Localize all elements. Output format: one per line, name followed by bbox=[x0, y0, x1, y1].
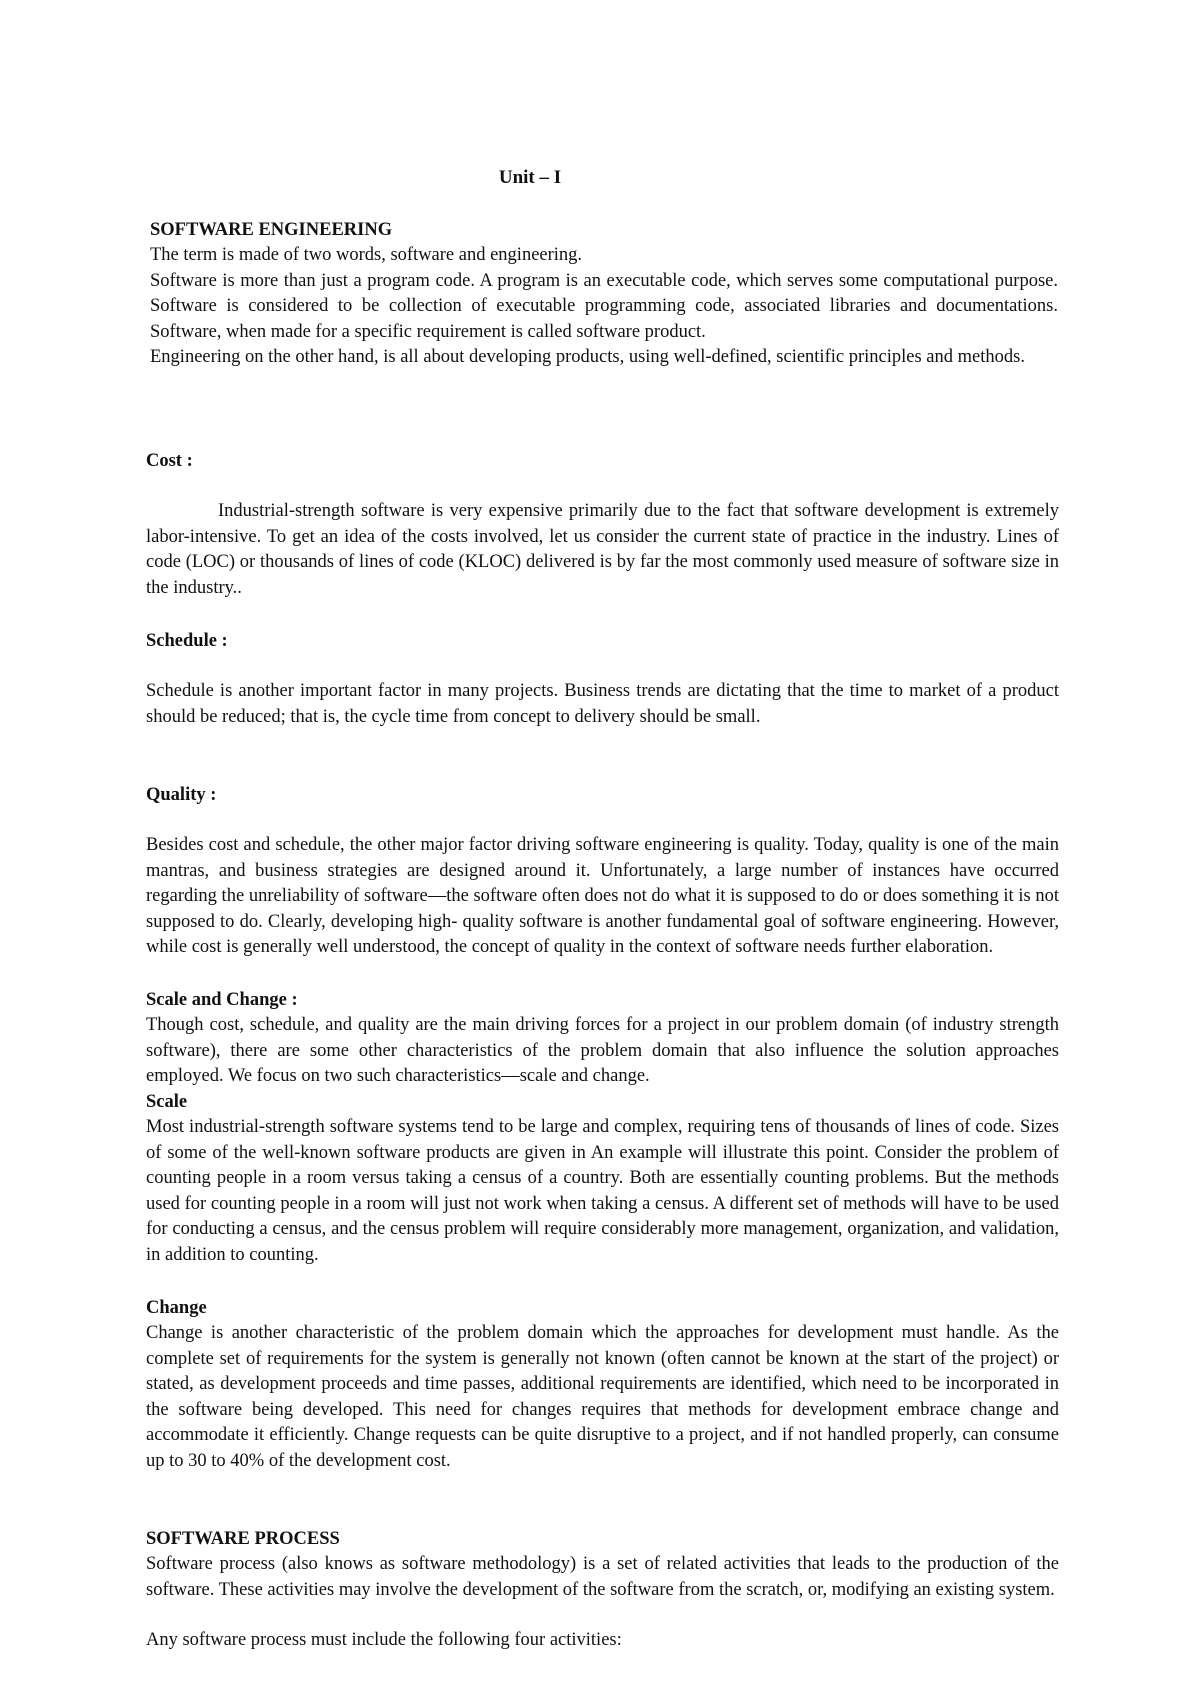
cost-heading: Cost : bbox=[146, 451, 193, 471]
software-engineering-section bbox=[150, 243, 1058, 371]
scale-and-change-section bbox=[146, 1013, 1059, 1090]
software-process-heading: SOFTWARE PROCESS bbox=[146, 1529, 340, 1549]
scale-and-change-heading: Scale and Change : bbox=[146, 990, 298, 1010]
paragraph: The term is made of two words, software and engineering. bbox=[150, 245, 583, 265]
paragraph: Any software process must include the following four activities: bbox=[146, 1630, 622, 1651]
paragraph: Most industrial-strength software systems tend to be large and complex, requiring tens of thousands of lines of code. Sizes of some of the well-known software products are given in An example will illustrate this point. Consider the problem of counting people in a room versus taking a census of a country. Both are essentially counting problems. But the methods used for counting people in a room will just not work when taking a census. A different set of methods will have to be used for conducting a census, and the census problem will require considerably more management, organization, and validation, in addition to counting. bbox=[146, 1117, 1059, 1265]
paragraph: Software is more than just a program code. A program is an executable code, which serves some computational purpose. Software is considered to be collection of executable programming code, associated libraries and documentations. Software, when made for a specific requirement is called software product. bbox=[150, 270, 1058, 342]
scale-section bbox=[146, 1115, 1059, 1269]
change-section bbox=[146, 1321, 1059, 1475]
paragraph: Industrial-strength software is very expensive primarily due to the fact that software development is extremely labor-intensive. To get an idea of the costs involved, let us consider the current state of practice in the industry. Lines of code (LOC) or thousands of lines of code (KLOC) delivered is by far the most commonly used measure of software size in the industry.. bbox=[146, 501, 1059, 598]
cost-section bbox=[146, 499, 1059, 601]
scale-heading: Scale bbox=[146, 1092, 188, 1112]
software-process-section bbox=[146, 1552, 1059, 1654]
schedule-section bbox=[146, 679, 1059, 730]
paragraph: Software process (also knows as software methodology) is a set of related activities that leads to the production of the software. These activities may involve the development of the software from the scratch, or, modifying an existing system. bbox=[146, 1554, 1059, 1600]
change-heading: Change bbox=[146, 1298, 207, 1318]
paragraph: Change is another characteristic of the problem domain which the approaches for development must handle. As the complete set of requirements for the system is generally not known (often cannot be known at the start of the project) or stated, as development proceeds and time passes, additional requirements are identified, which need to be incorporated in the software being developed. This need for changes requires that methods for development embrace change and accommodate it efficiently. Change requests can be quite disruptive to a project, and if not handled properly, can consume up to 30 to 40% of the development cost. bbox=[146, 1323, 1059, 1471]
paragraph: Though cost, schedule, and quality are the main driving forces for a project in our problem domain (of industry strength software), there are some other characteristics of the problem domain that also influence the solution approaches employed. We focus on two such characteristics—scale and change. bbox=[146, 1015, 1059, 1087]
schedule-heading: Schedule : bbox=[146, 631, 228, 651]
paragraph: Schedule is another important factor in many projects. Business trends are dictating that the time to market of a product should be reduced; that is, the cycle time from concept to delivery should be small. bbox=[146, 681, 1059, 727]
quality-heading: Quality : bbox=[146, 785, 217, 805]
software-engineering-heading: SOFTWARE ENGINEERING bbox=[150, 220, 393, 240]
quality-section bbox=[146, 833, 1059, 961]
paragraph: Besides cost and schedule, the other major factor driving software engineering is quality. Today, quality is one of the main mantras, and business strategies are designed around it. Unfortunately, a large number of instances have occurred regarding the unreliability of software—the software often does not do what it is supposed to do or does something it is not supposed to do. Clearly, developing high- quality software is another fundamental goal of software engineering. However, while cost is generally well understood, the concept of quality in the context of software needs further elaboration. bbox=[146, 835, 1059, 958]
unit-title: Unit – I bbox=[498, 167, 562, 188]
paragraph: Engineering on the other hand, is all about developing products, using well-defined, scientific principles and methods. bbox=[150, 347, 1025, 368]
